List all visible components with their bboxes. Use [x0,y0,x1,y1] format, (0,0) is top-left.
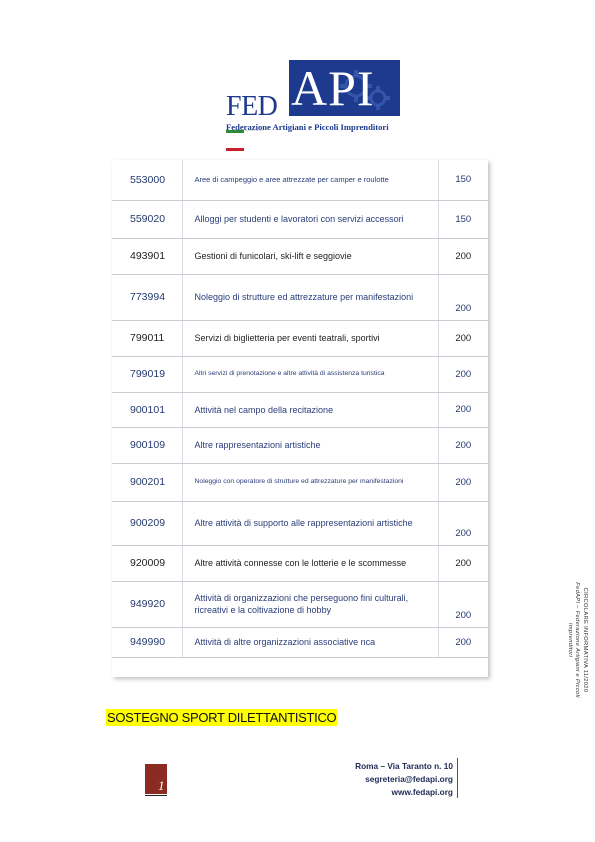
row-code: 799019 [112,356,182,392]
row-value: 200 [438,581,488,627]
contact-address: Roma – Via Taranto n. 10 [355,761,453,771]
contact-block [355,760,453,799]
row-description: Altre rappresentazioni artistiche [182,427,438,463]
row-description: Noleggio con operatore di strutture ed attrezzature per manifestazioni [182,463,438,501]
row-value: 200 [438,274,488,320]
row-value: 200 [438,238,488,274]
fedapi-logo [222,58,404,140]
row-code: 949990 [112,627,182,657]
row-description: Altri servizi di prenotazione e altre attività di assistenza turistica [182,356,438,392]
table-row [112,501,488,545]
row-value: 200 [438,356,488,392]
row-value: 200 [438,463,488,501]
table-row [112,392,488,427]
row-description: Altre attività di supporto alle rappresentazioni artistiche [182,501,438,545]
row-description: Aree di campeggio e aree attrezzate per camper e roulotte [182,160,438,200]
contact-email[interactable]: segreteria@fedapi.org [365,774,453,784]
row-code: 900109 [112,427,182,463]
table-row [112,238,488,274]
side-note-line1: CIRCOLARE INFORMATIVA 11/2020 [582,587,588,693]
row-code: 799011 [112,320,182,356]
row-value: 200 [438,392,488,427]
logo-api-text: API [291,60,375,116]
side-note [564,565,594,715]
table-row [112,545,488,581]
ateco-codes-table [112,160,488,677]
codes-table [112,160,488,658]
row-code: 559020 [112,200,182,238]
row-value: 150 [438,160,488,200]
row-value: 150 [438,200,488,238]
row-code: 900209 [112,501,182,545]
row-code: 493901 [112,238,182,274]
row-value: 200 [438,627,488,657]
table-row [112,427,488,463]
table-row [112,200,488,238]
row-code: 773994 [112,274,182,320]
section-title: SOSTEGNO SPORT DILETTANTISTICO [107,710,337,725]
logo-fed-text: FED [226,91,278,122]
row-value: 200 [438,320,488,356]
side-note-line2: FedAPI – Federazione Artigiani e Piccoli Imprenditori [567,582,581,698]
row-description: Attività di altre organizzazioni associative nca [182,627,438,657]
contact-divider [457,758,458,798]
row-code: 900201 [112,463,182,501]
table-row [112,627,488,657]
row-description: Attività nel campo della recitazione [182,392,438,427]
row-value: 200 [438,501,488,545]
row-value: 200 [438,427,488,463]
logo-subtitle: Federazione Artigiani e Piccoli Imprenditori [226,122,389,132]
row-code: 553000 [112,160,182,200]
row-description: Alloggi per studenti e lavoratori con servizi accessori [182,200,438,238]
page-number: 1 [158,778,165,793]
contact-website[interactable]: www.fedapi.org [391,787,453,797]
row-description: Noleggio di strutture ed attrezzature per manifestazioni [182,274,438,320]
row-description: Servizi di biglietteria per eventi teatrali, sportivi [182,320,438,356]
table-row [112,320,488,356]
row-value: 200 [438,545,488,581]
table-row [112,581,488,627]
table-row [112,160,488,200]
row-code: 900101 [112,392,182,427]
table-row [112,274,488,320]
row-code: 949920 [112,581,182,627]
table-row [112,463,488,501]
page-number-underline [145,795,167,796]
table-row [112,356,488,392]
row-description: Altre attività connesse con le lotterie e le scommesse [182,545,438,581]
row-code: 920009 [112,545,182,581]
row-description: Attività di organizzazioni che perseguono fini culturali, ricreativi e la coltivazione di hobby [182,581,438,627]
row-description: Gestioni di funicolari, ski-lift e seggiovie [182,238,438,274]
